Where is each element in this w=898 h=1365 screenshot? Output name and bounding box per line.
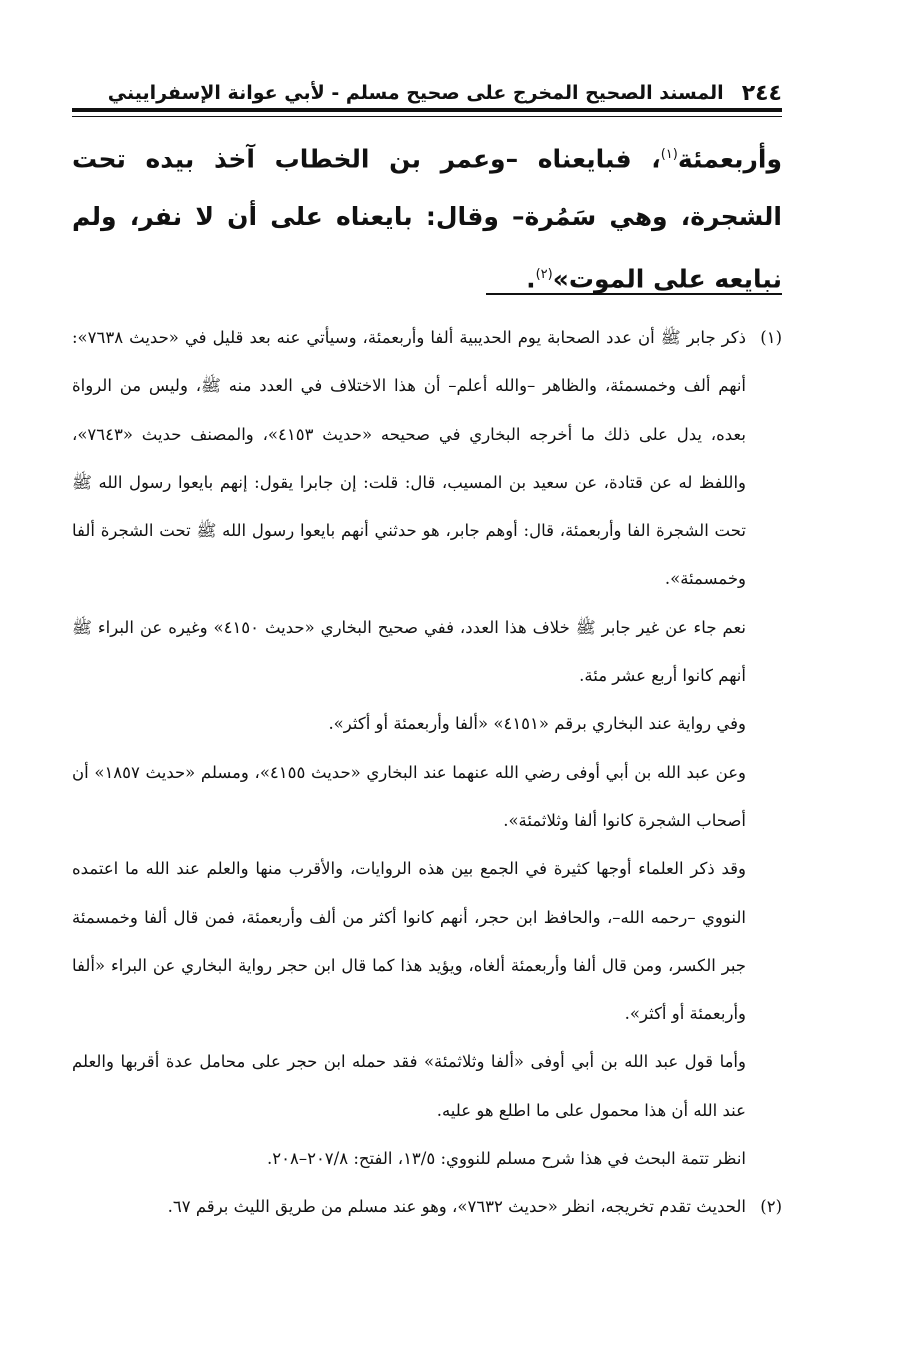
main-text-part: ، فبايعناه –وعمر بن الخطاب آخذ بيده تحت الشجرة، وهي سَمُرة– وقال: بايعناه على أن لا نفر، ولم نبايعه على الموت» <box>72 144 782 294</box>
footnote <box>72 314 782 1183</box>
footnote-separator <box>486 293 782 295</box>
footnote-paragraph: ذكر جابر ﷺ أن عدد الصحابة يوم الحديبية ألفا وأربعمئة، وسيأتي عنه بعد قليل في «حديث ٧٦٣٨»: أنهم ألف وخمسمئة، والظاهر –والله أعلم– أن هذا الاختلاف في العدد منه ﷺ، وليس من الرواة بعده، يدل على ذلك ما أخرجه البخاري في صحيحه «حديث ٤١٥٣»، والمصنف حديث «٧٦٤٣»، واللفظ له عن قتادة، عن سعيد بن المسيب، قال: قلت: إن جابرا يقول: إنهم بايعوا رسول الله ﷺ تحت الشجرة الفا وأربعمئة، قال: أوهم جابر، هو حدثني أنهم بايعوا رسول الله ﷺ تحت الشجرة ألفا وخمسمئة». <box>72 328 746 589</box>
footnote-number: (٢) <box>760 1197 782 1217</box>
footnote-paragraph: وقد ذكر العلماء أوجها كثيرة في الجمع بين هذه الروايات، والأقرب منها والعلم عند الله ما اعتمده النووي –رحمه الله–، والحافظ ابن حجر، أنهم كانوا أكثر من ألف وأربعمئة، فمن قال ألفا وخمسمئة جبر الكسر، ومن قال ألفا وأربعمئة ألغاه، ويؤيد هذا كما قال ابن حجر رواية البخاري عن البراء «ألفا وأربعمئة أو أكثر». <box>72 859 746 1024</box>
footnote-number: (١) <box>760 328 782 347</box>
main-paragraph <box>72 126 782 309</box>
main-text-part: . <box>526 264 536 294</box>
footnote-paragraph: نعم جاء عن غير جابر ﷺ خلاف هذا العدد، ففي صحيح البخاري «حديث ٤١٥٠» وغيره عن البراء ﷺ أنهم كانوا أربع عشر مئة. <box>72 617 746 686</box>
footnote-paragraph: وأما قول عبد الله بن أبي أوفى «ألفا وثلاثمئة» فقد حمله ابن حجر على محامل عدة أقربها والعلم عند الله أن هذا محمول على ما اطلع هو عليه. <box>72 1052 746 1120</box>
footnote <box>72 1183 782 1231</box>
footnote-ref: (٢) <box>535 267 553 283</box>
page-number: ٢٤٤ <box>741 81 782 106</box>
footnotes <box>72 314 782 1232</box>
main-text-part: وأربعمئة <box>677 144 782 174</box>
footnote-paragraph: الحديث تقدم تخريجه، انظر «حديث ٧٦٣٢»، وهو عند مسلم من طريق الليث برقم ٦٧. <box>167 1197 746 1217</box>
header-rule <box>72 116 782 117</box>
footnote-ref: (١) <box>660 147 678 162</box>
footnote-paragraph: وعن عبد الله بن أبي أوفى رضي الله عنهما عند البخاري «حديث ٤١٥٥»، ومسلم «حديث ١٨٥٧» أن أصحاب الشجرة كانوا ألفا وثلاثمئة». <box>72 762 747 830</box>
footnote-paragraph: وفي رواية عند البخاري برقم «٤١٥١» «ألفا وأربعمئة أو أكثر». <box>328 714 746 734</box>
footnote-paragraph: انظر تتمة البحث في هذا شرح مسلم للنووي: ١٣/٥، الفتح: ٢٠٧/٨–٢٠٨. <box>266 1149 746 1169</box>
book-title: المسند الصحيح المخرج على صحيح مسلم - لأبي عوانة الإسفراييني <box>107 82 724 104</box>
main-text <box>72 126 782 309</box>
footnote-body <box>72 1183 746 1231</box>
footnote-body <box>72 314 746 1183</box>
running-header <box>72 70 782 112</box>
